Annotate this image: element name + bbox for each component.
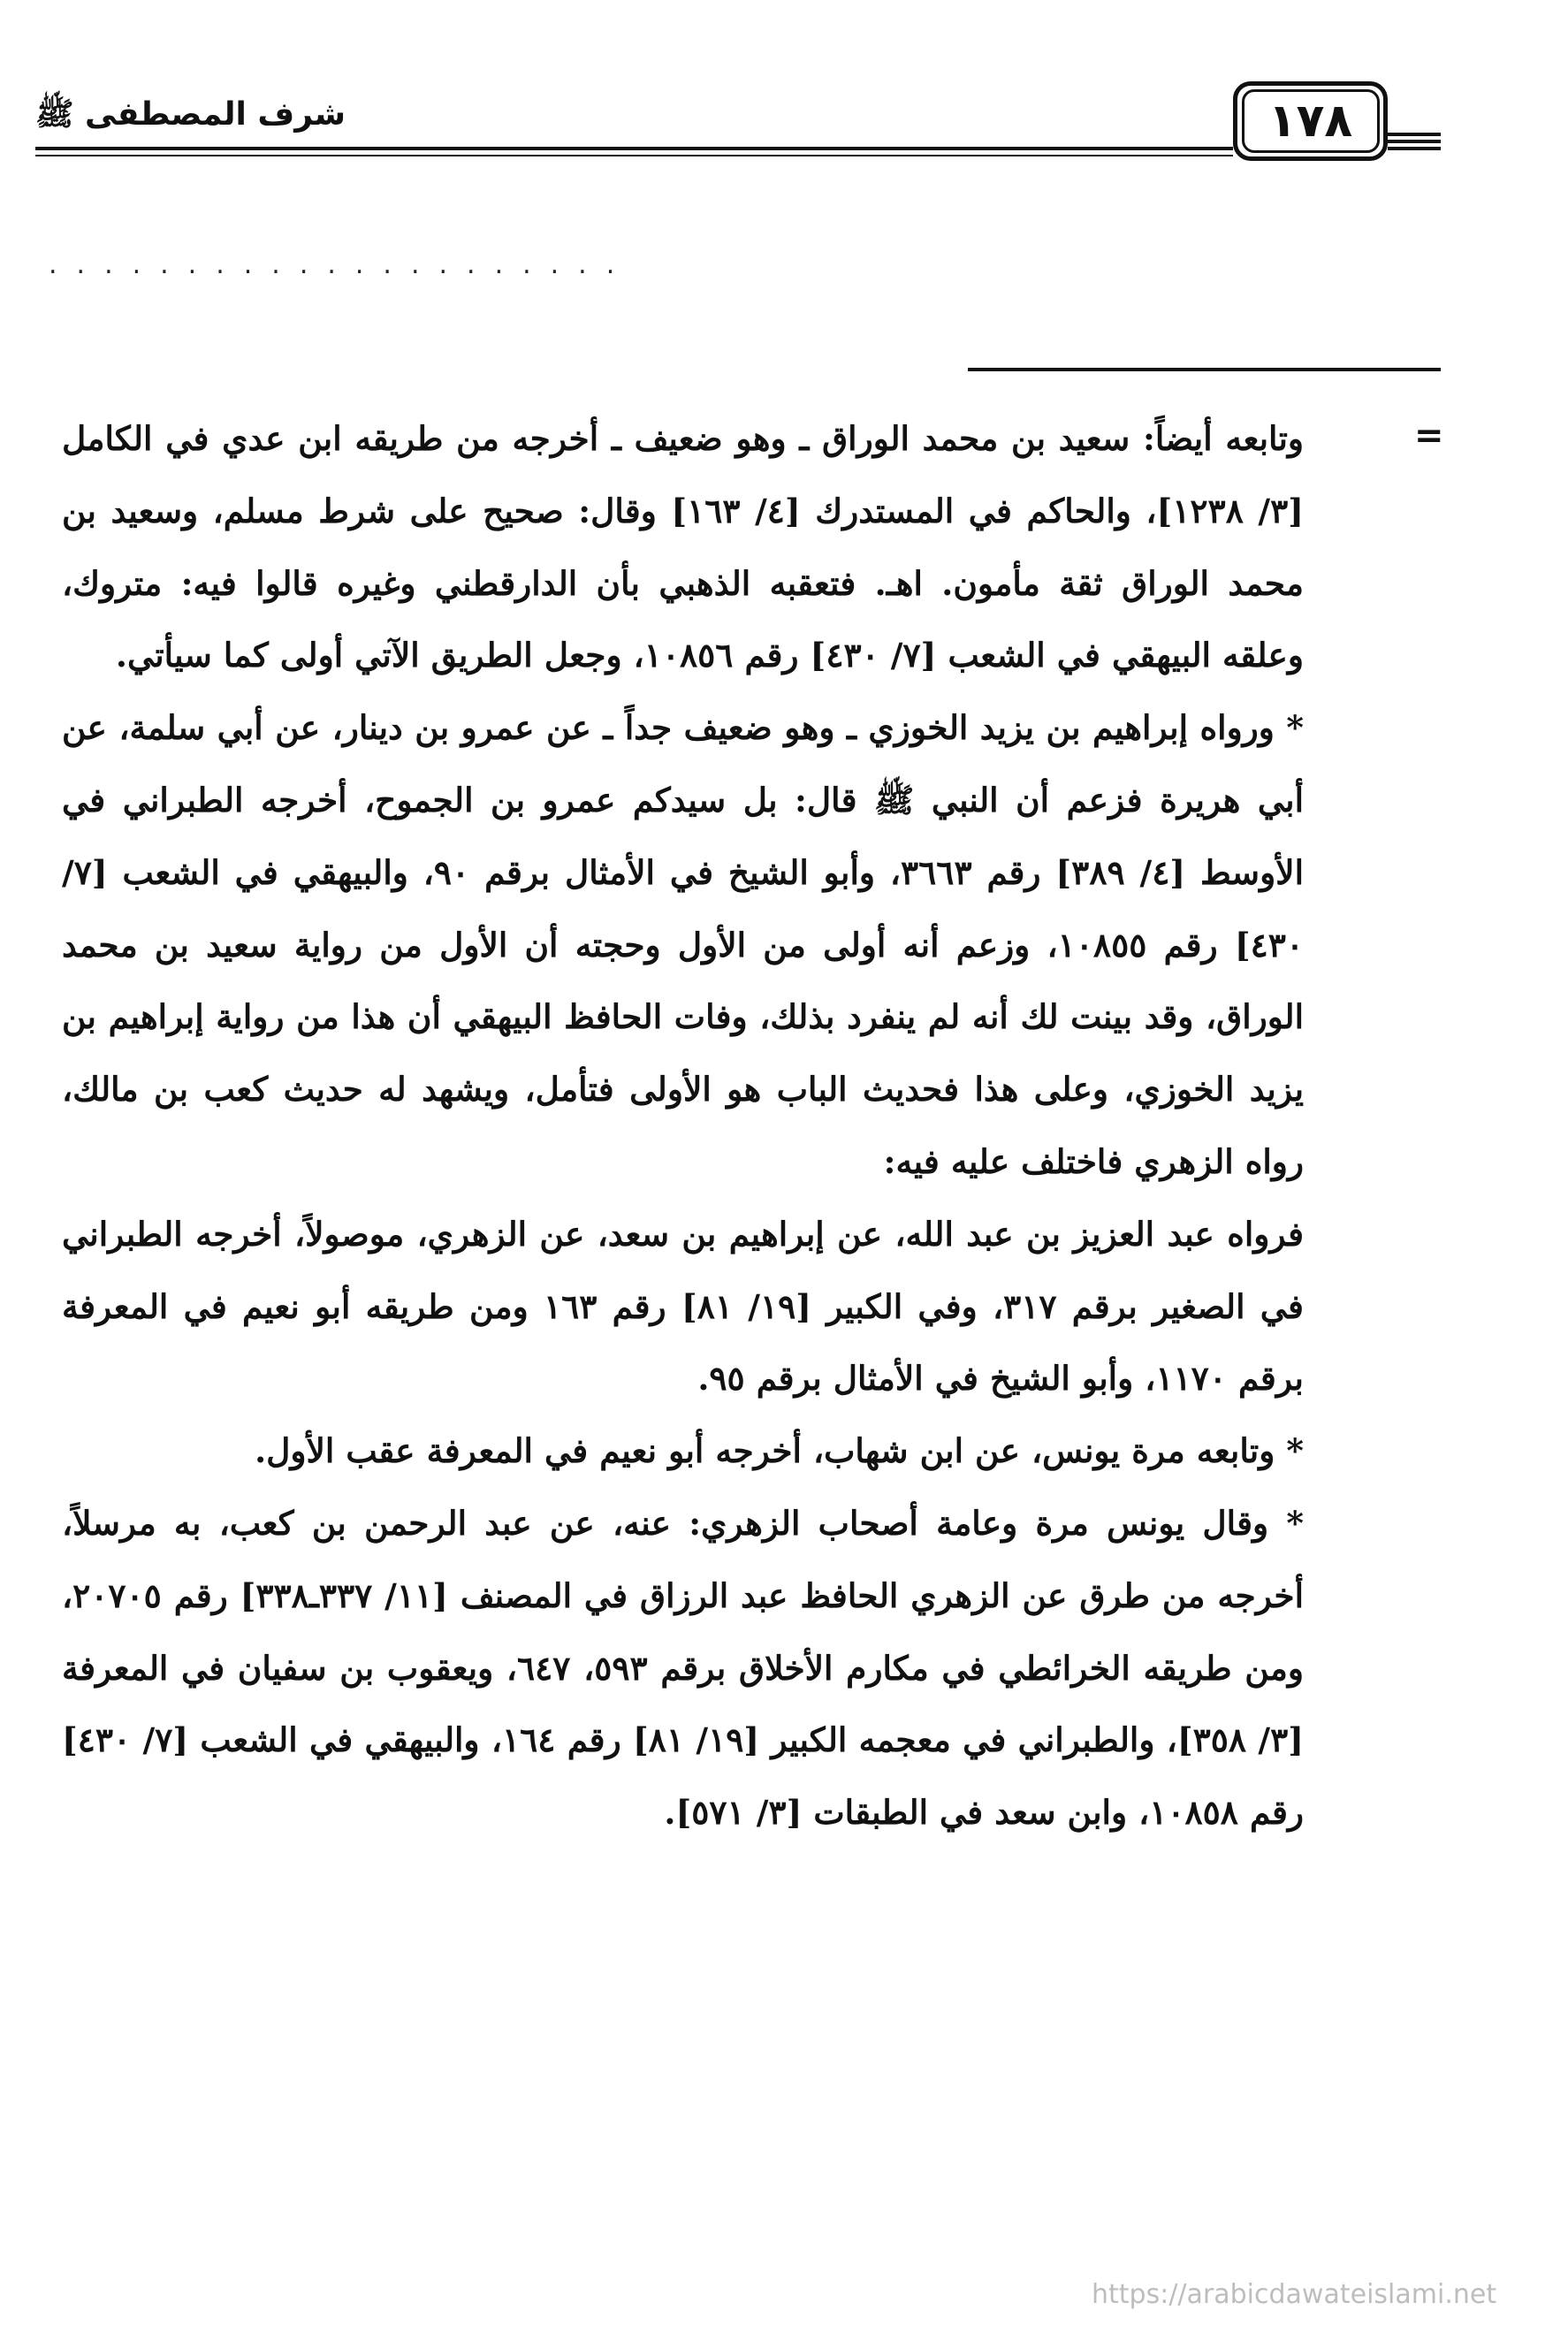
paragraph-2: * ورواه إبراهيم بن يزيد الخوزي ـ وهو ضعيف جداً ـ عن عمرو بن دينار، عن أبي سلمة، عن أبي هريرة فزعم أن النبي ﷺ قال: بل سيدكم عمرو بن الجموح، أخرجه الطبراني في الأوسط [٤/ ٣٨٩] رقم ٣٦٦٣، وأبو الشيخ في الأمثال برقم ٩٠، والبيهقي في الشعب [٧/ ٤٣٠] رقم ١٠٨٥٥، وزعم أنه أولى من الأول وحجته أن الأول من رواية سعيد بن محمد الوراق، وقد بينت لك أنه لم ينفرد بذلك، وفات الحافظ البيهقي أن هذا من رواية إبراهيم بن يزيد الخوزي، وعلى هذا فحديث الباب هو الأولى فتأمل، ويشهد له حديث كعب بن مالك، رواه الزهري فاختلف عليه فيه: xyxy=(62,708,1304,1181)
footnote-body xyxy=(62,403,1304,1849)
header-rule-right xyxy=(1388,133,1441,136)
header-rule-left-thin xyxy=(35,155,1233,156)
footnote-rule xyxy=(968,368,1441,371)
dotted-separator: ..................... xyxy=(49,249,635,280)
page-title: شرف المصطفى ﷺ xyxy=(35,96,346,133)
watermark-url: https://arabicdawateislami.net xyxy=(1092,2279,1497,2310)
header-rule-right-b xyxy=(1388,140,1441,143)
paragraph-4: * وتابعه مرة يونس، عن ابن شهاب، أخرجه أبو نعيم في المعرفة عقب الأول. xyxy=(255,1431,1304,1471)
continuation-mark: = xyxy=(1414,416,1444,456)
page-number: ١٧٨ xyxy=(1242,89,1380,153)
header-rule-right-c xyxy=(1388,147,1441,150)
page-number-badge xyxy=(1233,81,1388,161)
paragraph-5: * وقال يونس مرة وعامة أصحاب الزهري: عنه، عن عبد الرحمن بن كعب، به مرسلاً، أخرجه من طرق عن الزهري الحافظ عبد الرزاق في المصنف [١١/ ٣٣٧ـ٣٣٨] رقم ٢٠٧٠٥، ومن طريقه الخرائطي في مكارم الأخلاق برقم ٥٩٣، ٦٤٧، ويعقوب بن سفيان في المعرفة [٣/ ٣٥٨]، والطبراني في معجمه الكبير [١٩/ ٨١] رقم ١٦٤، والبيهقي في الشعب [٧/ ٤٣٠] رقم ١٠٨٥٨، وابن سعد في الطبقات [٣/ ٥٧١]. xyxy=(62,1503,1305,1833)
paragraph-3: فرواه عبد العزيز بن عبد الله، عن إبراهيم بن سعد، عن الزهري، موصولاً، أخرجه الطبراني في الصغير برقم ٣١٧، وفي الكبير [١٩/ ٨١] رقم ١٦٣ ومن طريقه أبو نعيم في المعرفة برقم ١١٧٠، وأبو الشيخ في الأمثال برقم ٩٥. xyxy=(62,1214,1304,1399)
header-rule-left xyxy=(35,147,1233,150)
paragraph-1: وتابعه أيضاً: سعيد بن محمد الوراق ـ وهو ضعيف ـ أخرجه من طريقه ابن عدي في الكامل [٣/ ١٢٣٨]، والحاكم في المستدرك [٤/ ١٦٣] وقال: صحيح على شرط مسلم، وسعيد بن محمد الوراق ثقة مأمون. اهـ. فتعقبه الذهبي بأن الدارقطني وغيره قالوا فيه: متروك، وعلقه البيهقي في الشعب [٧/ ٤٣٠] رقم ١٠٨٥٦، وجعل الطريق الآتي أولى كما سيأتي. xyxy=(62,419,1304,675)
